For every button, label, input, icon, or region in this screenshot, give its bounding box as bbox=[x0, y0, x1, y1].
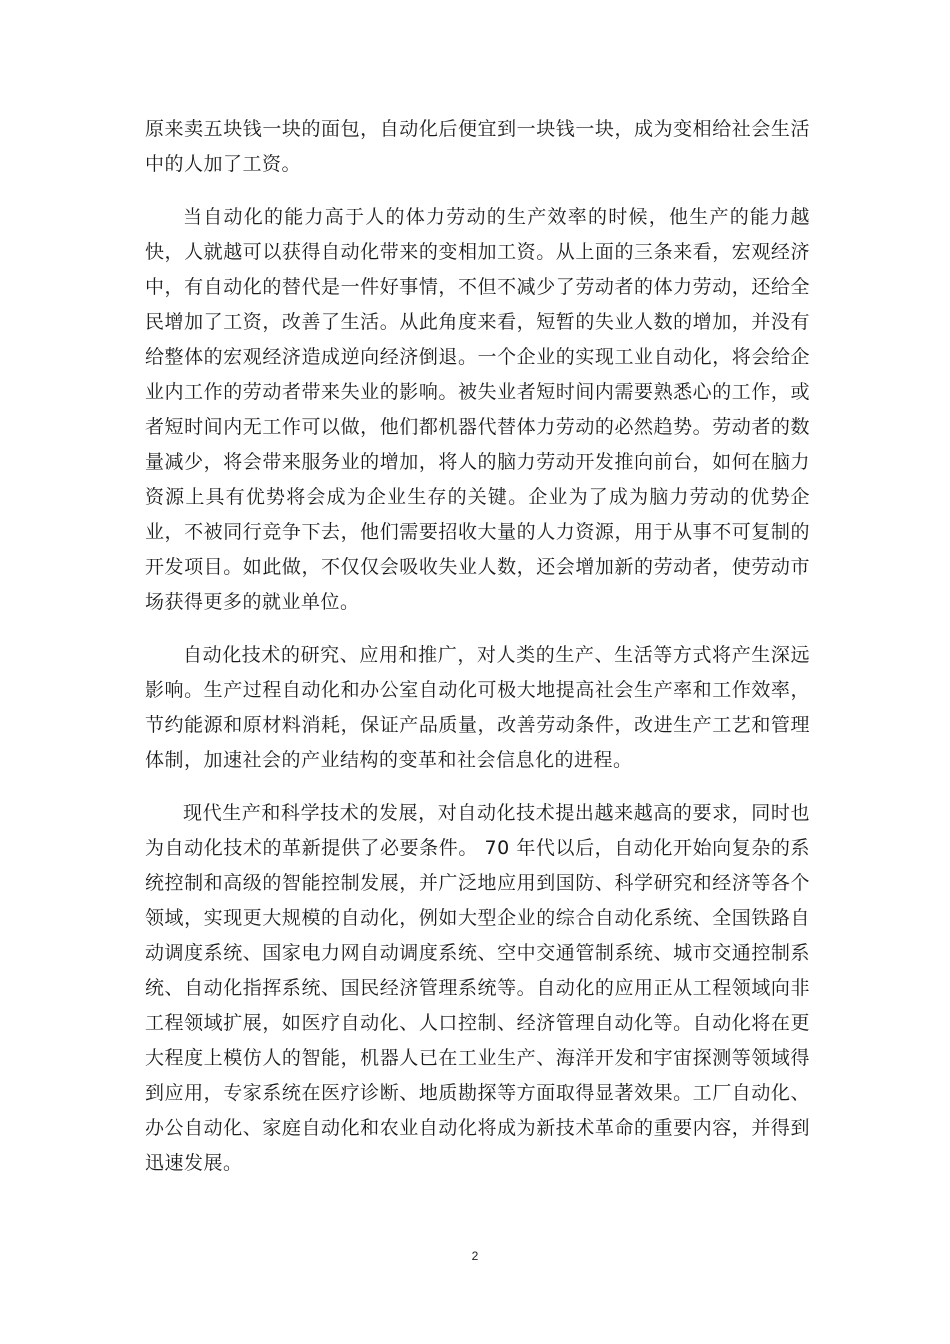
paragraph-research-application: 自动化技术的研究、应用和推广，对人类的生产、生活等方式将产生深远影响。生产过程自动化和办公室自动化可极大地提高社会生产率和工作效率， 节约能源和原材料消耗，保证产品质量，改善劳动条件，改进生产工艺和管理体制，加速社会的产业结构的变革和社会信息化的进程。 bbox=[145, 644, 810, 771]
paragraph-gap bbox=[145, 778, 810, 796]
paragraph-economic-effect: 当自动化的能力高于人的体力劳动的生产效率的时候，他生产的能力越快，人就越可以获得自动化带来的变相加工资。从上面的三条来看，宏观经济中，有自动化的替代是一件好事情，不但不减少了劳动者的体力劳动，还给全民增加了工资，改善了生活。从此角度来看，短暂的失业人数的增加，并没有给整体的宏观经济造成逆向经济倒退。一个企业的实现工业自动化，将会给企业内工作的劳动者带来失业的影响。被失业者短时间内需要熟悉心的工作，或者短时间内无工作可以做，他们都机器代替体力劳动的必然趋势。劳动者的数量减少，将会带来服务业的增加，将人的脑力劳动开发推向前台，如何在脑力资源上具有优势将会成为企业生存的关键。企业为了成为脑力劳动的优势企业，不被同行竞争下去，他们需要招收大量的人力资源，用于从事不可复制的开发项目。如此做，不仅仅会吸收失业人数，还会增加新的劳动者，使劳动市场获得更多的就业单位。 bbox=[145, 206, 810, 613]
page-number: 2 bbox=[471, 1249, 479, 1263]
paragraph-gap bbox=[145, 620, 810, 638]
body-text bbox=[145, 112, 810, 1181]
paragraph-continuation: 原来卖五块钱一块的面包，自动化后便宜到一块钱一块，成为变相给社会生活中的人加了工资。 bbox=[145, 118, 810, 175]
paragraph-modern-development: 现代生产和科学技术的发展，对自动化技术提出越来越高的要求，同时也为自动化技术的革新提供了必要条件。 70 年代以后，自动化开始向复杂的系统控制和高级的智能控制发展，并广泛地应用到国防、科学研究和经济等各个领域，实现更大规模的自动化，例如大型企业的综合自动化系统、全国铁路自动调度系统、国家电力网自动调度系统、空中交通管制系统、城市交通控制系统、自动化指挥系统、国民经济管理系统等。自动化的应用正从工程领域向非工程领域扩展，如医疗自动化、人口控制、经济管理自动化等。自动化将在更大程度上模仿人的智能，机器人已在工业生产、海洋开发和宇宙探测等领域得到应用，专家系统在医疗诊断、地质勘探等方面取得显著效果。工厂自动化、办公自动化、家庭自动化和农业自动化将成为新技术革命的重要内容，并得到迅速发展。 bbox=[145, 802, 810, 1174]
paragraph-gap bbox=[145, 182, 810, 200]
